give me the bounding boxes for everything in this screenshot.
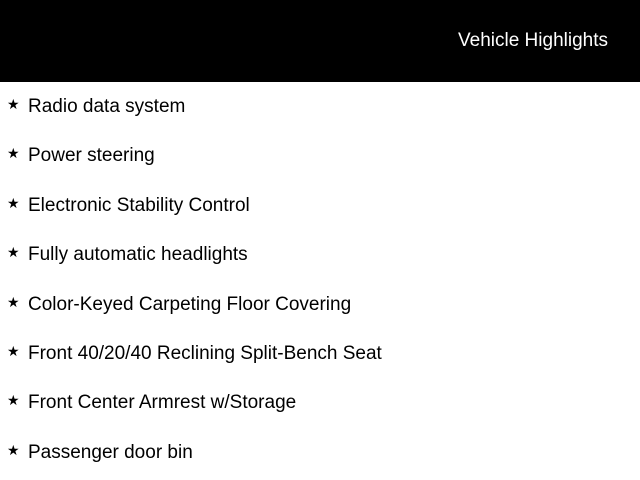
list-item	[0, 82, 640, 131]
list-item	[0, 181, 640, 230]
highlight-label: Front Center Armrest w/Storage	[28, 392, 297, 414]
list-item	[0, 131, 640, 180]
highlight-label: Front 40/20/40 Reclining Split-Bench Seat	[28, 342, 382, 364]
star-icon: ★	[7, 342, 20, 359]
highlight-label: Passenger door bin	[28, 441, 193, 463]
star-icon: ★	[7, 145, 20, 162]
list-item	[0, 280, 640, 329]
list-item	[0, 428, 640, 477]
highlight-label: Radio data system	[28, 96, 186, 117]
star-icon: ★	[7, 293, 20, 310]
highlight-label: Color-Keyed Carpeting Floor Covering	[28, 293, 352, 315]
highlights-list	[0, 82, 640, 477]
highlight-label: Fully automatic headlights	[28, 244, 248, 266]
highlight-label: Electronic Stability Control	[28, 194, 250, 216]
list-item	[0, 329, 640, 378]
star-icon: ★	[7, 244, 20, 261]
page-title: Vehicle Highlights	[458, 30, 608, 51]
list-item	[0, 230, 640, 279]
star-icon: ★	[7, 441, 20, 458]
star-icon: ★	[7, 194, 20, 211]
star-icon: ★	[7, 96, 20, 112]
star-icon: ★	[7, 392, 20, 409]
list-item	[0, 378, 640, 427]
header-bar	[0, 0, 640, 82]
highlight-label: Power steering	[28, 145, 155, 167]
